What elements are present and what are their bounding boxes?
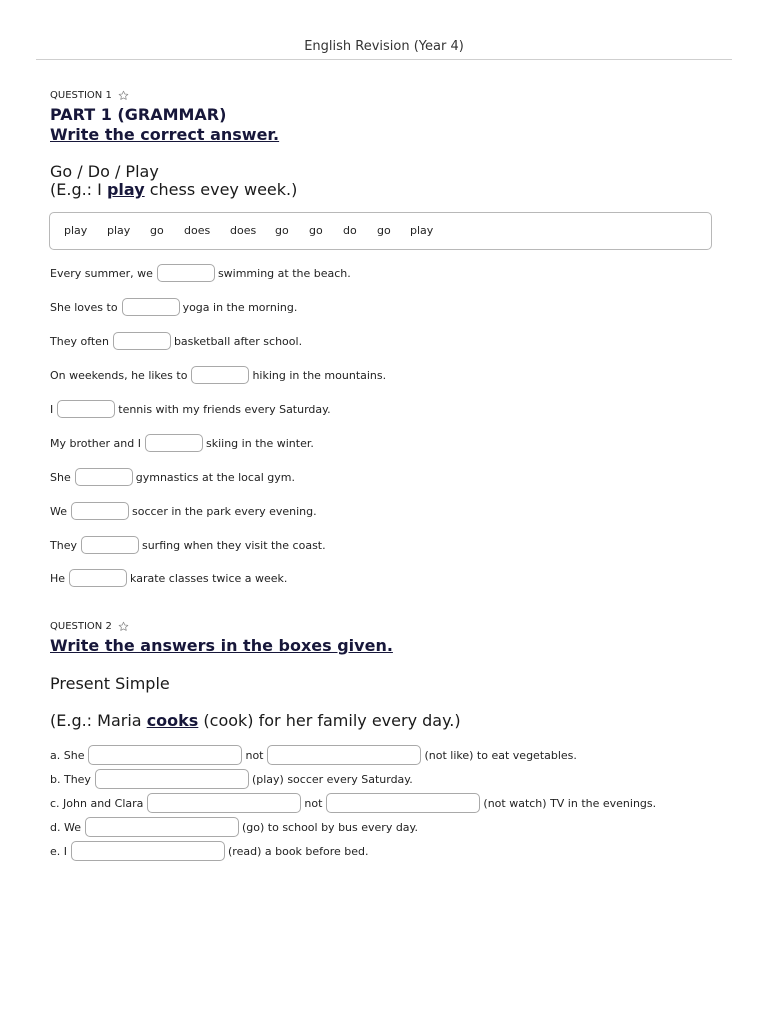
sentence-text: yoga in the morning. bbox=[182, 300, 298, 314]
answer-blank[interactable] bbox=[57, 400, 115, 418]
question-2-topic: Present Simple bbox=[50, 674, 170, 693]
item-text: (play) soccer every Saturday. bbox=[251, 772, 413, 786]
question-1-sentence bbox=[50, 264, 351, 282]
sentence-text: Every summer, we bbox=[50, 266, 153, 280]
word-bank-chip[interactable]: go bbox=[377, 224, 391, 237]
item-prefix: b. They bbox=[50, 772, 91, 786]
answer-box[interactable] bbox=[88, 745, 242, 765]
question-1-sentence bbox=[50, 502, 317, 520]
word-bank-chip[interactable]: go bbox=[150, 224, 164, 237]
answer-blank[interactable] bbox=[75, 468, 133, 486]
answer-blank[interactable] bbox=[69, 569, 127, 587]
item-prefix: e. I bbox=[50, 844, 68, 858]
question-1-example bbox=[50, 180, 297, 199]
part-heading: PART 1 (GRAMMAR) bbox=[50, 105, 227, 124]
answer-box[interactable] bbox=[147, 793, 301, 813]
item-text: (not watch) TV in the evenings. bbox=[483, 796, 657, 810]
star-icon[interactable] bbox=[118, 621, 129, 632]
sentence-text: soccer in the park every evening. bbox=[132, 504, 317, 518]
item-prefix: d. We bbox=[50, 820, 81, 834]
sentence-text: She loves to bbox=[50, 300, 118, 314]
answer-blank[interactable] bbox=[113, 332, 171, 350]
example-text: (E.g.: Maria bbox=[50, 711, 147, 730]
question-1-sentence bbox=[50, 332, 302, 350]
sentence-text: I bbox=[50, 402, 54, 416]
sentence-text: surfing when they visit the coast. bbox=[141, 538, 326, 552]
sentence-text: tennis with my friends every Saturday. bbox=[118, 402, 331, 416]
question-2-item bbox=[50, 745, 577, 765]
sentence-text: basketball after school. bbox=[173, 334, 303, 348]
answer-box[interactable] bbox=[71, 841, 225, 861]
example-text: chess evey week.) bbox=[144, 180, 298, 199]
sentence-text: hiking in the mountains. bbox=[252, 368, 387, 382]
item-prefix: a. She bbox=[50, 748, 85, 762]
word-bank-chip[interactable]: play bbox=[410, 224, 434, 237]
question-label-text: QUESTION 1 bbox=[50, 90, 112, 101]
question-1-sentence bbox=[50, 569, 287, 587]
question-1-sentence bbox=[50, 468, 295, 486]
question-2-item bbox=[50, 769, 413, 789]
item-prefix: c. John and Clara bbox=[50, 796, 144, 810]
word-bank-chip[interactable]: play bbox=[64, 224, 88, 237]
item-text: not bbox=[304, 796, 323, 810]
sentence-text: They often bbox=[50, 334, 109, 348]
page-title: English Revision (Year 4) bbox=[304, 39, 464, 54]
example-answer: cooks bbox=[146, 711, 199, 730]
question-1-instruction: Write the correct answer. bbox=[50, 125, 280, 144]
word-bank-chip[interactable]: go bbox=[275, 224, 289, 237]
question-label-text: QUESTION 2 bbox=[50, 621, 112, 632]
page-header bbox=[36, 0, 732, 60]
answer-box[interactable] bbox=[326, 793, 480, 813]
question-2-example bbox=[50, 711, 461, 730]
question-2-instruction: Write the answers in the boxes given. bbox=[50, 636, 393, 655]
question-1-sentence bbox=[50, 434, 314, 452]
example-text: (cook) for her family every day.) bbox=[198, 711, 461, 730]
word-bank-chip[interactable]: play bbox=[107, 224, 131, 237]
question-2-item bbox=[50, 817, 418, 837]
sentence-text: My brother and I bbox=[50, 436, 141, 450]
question-1-sentence bbox=[50, 298, 297, 316]
answer-box[interactable] bbox=[85, 817, 239, 837]
item-text: (read) a book before bed. bbox=[228, 844, 369, 858]
sentence-text: She bbox=[50, 470, 71, 484]
sentence-text: gymnastics at the local gym. bbox=[135, 470, 295, 484]
question-2-item bbox=[50, 841, 369, 861]
question-1-topic: Go / Do / Play bbox=[50, 162, 159, 181]
word-bank-chip[interactable]: do bbox=[343, 224, 357, 237]
answer-box[interactable] bbox=[95, 769, 249, 789]
sentence-text: On weekends, he likes to bbox=[50, 368, 188, 382]
answer-box[interactable] bbox=[267, 745, 421, 765]
star-icon[interactable] bbox=[118, 90, 129, 101]
answer-blank[interactable] bbox=[81, 536, 139, 554]
question-2-item bbox=[50, 793, 656, 813]
answer-blank[interactable] bbox=[71, 502, 129, 520]
question-2-label bbox=[50, 621, 129, 632]
word-bank-chip[interactable]: go bbox=[309, 224, 323, 237]
item-text: not bbox=[245, 748, 264, 762]
question-1-label bbox=[50, 90, 129, 101]
word-bank-chip[interactable]: does bbox=[230, 224, 257, 237]
sentence-text: karate classes twice a week. bbox=[130, 571, 288, 585]
answer-blank[interactable] bbox=[145, 434, 203, 452]
example-answer: play bbox=[106, 180, 145, 199]
sentence-text: swimming at the beach. bbox=[217, 266, 351, 280]
answer-blank[interactable] bbox=[122, 298, 180, 316]
answer-blank[interactable] bbox=[191, 366, 249, 384]
word-bank bbox=[49, 212, 712, 250]
item-text: (go) to school by bus every day. bbox=[241, 820, 418, 834]
sentence-text: He bbox=[50, 571, 66, 585]
item-text: (not like) to eat vegetables. bbox=[424, 748, 577, 762]
question-1-sentence bbox=[50, 400, 331, 418]
sentence-text: skiing in the winter. bbox=[206, 436, 314, 450]
example-text: (E.g.: I bbox=[50, 180, 107, 199]
sentence-text: We bbox=[50, 504, 67, 518]
word-bank-chip[interactable]: does bbox=[184, 224, 211, 237]
answer-blank[interactable] bbox=[157, 264, 215, 282]
question-1-sentence bbox=[50, 366, 386, 384]
question-1-sentence bbox=[50, 536, 326, 554]
sentence-text: They bbox=[50, 538, 77, 552]
